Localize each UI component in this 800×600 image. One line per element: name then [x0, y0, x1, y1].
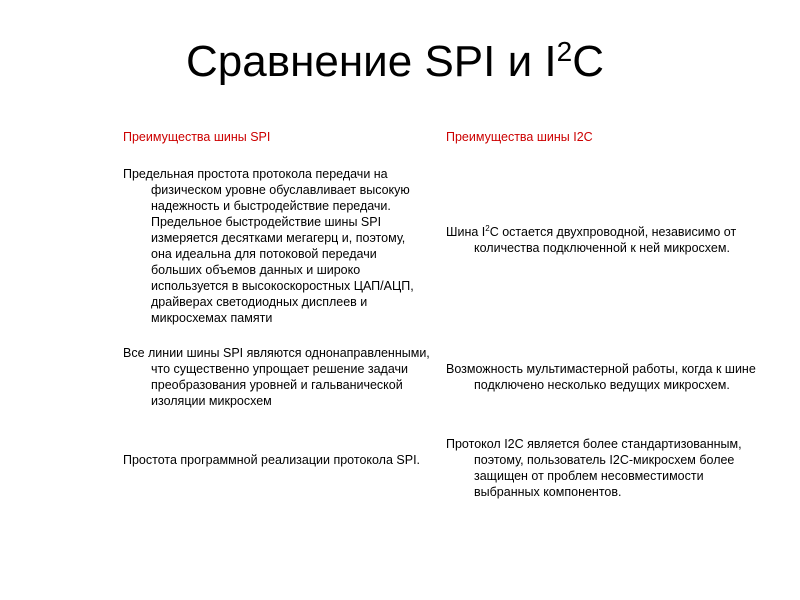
spi-advantages-header: Преимущества шины SPI — [123, 130, 271, 144]
slide-title — [0, 34, 790, 90]
i2c-advantage-multimaster: Возможность мультимастерной работы, когда к шине подключено несколько ведущих микросхем. — [446, 362, 756, 392]
spi-advantage-unidirectional: Все линии шины SPI являются однонаправленными, что существенно упрощает решение задачи преобразования уровней и гальванической изоляции микросхем — [123, 346, 430, 408]
slide-title-superscript: 2 — [556, 36, 573, 67]
i2c-advantage-two-wire — [446, 224, 756, 256]
slide-title-suffix: C — [572, 37, 604, 86]
i2c-two-wire-suffix: C остается двухпроводной, независимо от количества подключенной к ней микросхем. — [474, 225, 737, 255]
spi-advantage-simplicity: Предельная простота протокола передачи на физическом уровне обуславливает высокую надежность и быстродействие передачи. Предельное быстродействие шины SPI измеряется десятками мегагерц и, поэтому, она идеальна для потоковой передачи больших объемов данных и широко используется в высокоскоростных ЦАП/АЦП, драйверах светодиодных дисплеев и микросхемах памяти — [123, 167, 414, 325]
slide-title-prefix: Сравнение SPI и I — [186, 37, 557, 86]
i2c-two-wire-prefix: Шина I — [446, 225, 486, 239]
spi-advantage-software: Простота программной реализации протокола SPI. — [123, 453, 421, 467]
i2c-advantages-header: Преимущества шины I2C — [446, 130, 593, 144]
i2c-advantage-standardized: Протокол I2C является более стандартизованным, поэтому, пользователь I2C-микросхем более защищен от проблем несовместимости выбранных компонентов. — [446, 437, 742, 499]
i2c-two-wire-superscript: 2 — [485, 224, 490, 233]
